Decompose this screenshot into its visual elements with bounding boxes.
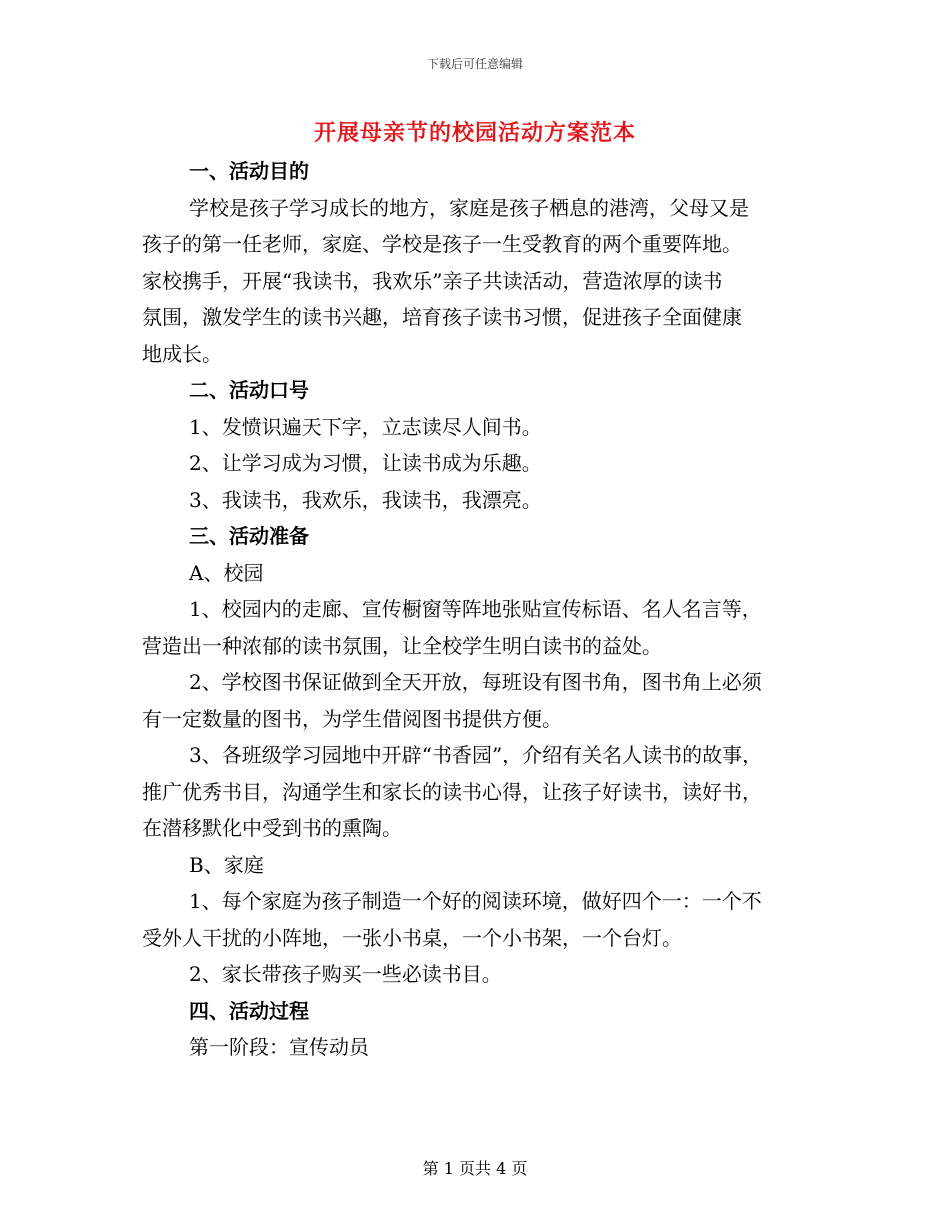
paragraph-line: 1、校园内的走廊、宣传橱窗等阵地张贴宣传标语、名人名言等， (189, 597, 762, 621)
page-footer: 第 1 页共 4 页 (422, 1159, 528, 1178)
paragraph-line: 地成长。 (142, 341, 222, 366)
paragraph-line: 2、家长带孩子购买一些必读书目。 (189, 962, 502, 986)
paragraph-line: 有一定数量的图书，为学生借阅图书提供方便。 (142, 706, 562, 731)
paragraph-line: 学校是孩子学习成长的地方，家庭是孩子栖息的港湾，父母又是 (189, 195, 749, 220)
paragraph-line: 第一阶段：宣传动员 (189, 1035, 369, 1059)
section-heading: 二、活动口号 (189, 378, 309, 402)
paragraph-line: 2、学校图书保证做到全天开放，每班设有图书角，图书角上必须 (189, 670, 762, 694)
paragraph-line: 1、每个家庭为孩子制造一个好的阅读环境，做好四个一：一个不 (189, 889, 762, 913)
document-title: 开展母亲节的校园活动方案范本 (313, 120, 636, 146)
page-header: 下载后可任意编辑 (426, 57, 523, 71)
paragraph-line: 3、我读书，我欢乐，我读书，我漂亮。 (189, 487, 542, 512)
paragraph-line: 在潜移默化中受到书的熏陶。 (142, 816, 402, 840)
paragraph-line: 推广优秀书目，沟通学生和家长的读书心得，让孩子好读书，读好书， (142, 779, 762, 804)
paragraph-line: 3、各班级学习园地中开辟“书香园”，介绍有关名人读书的故事， (189, 743, 763, 767)
paragraph-line: A、校园 (189, 560, 264, 585)
section-heading: 一、活动目的 (189, 159, 309, 183)
document-body (142, 153, 806, 1066)
paragraph-line: 孩子的第一任老师，家庭、学校是孩子一生受教育的两个重要阵地。 (142, 232, 742, 256)
paragraph-line: 受外人干扰的小阵地，一张小书桌，一个小书架，一个台灯。 (142, 925, 682, 950)
section-heading: 四、活动过程 (189, 998, 309, 1023)
paragraph-line: B、家庭 (189, 852, 264, 877)
paragraph-line: 氛围，激发学生的读书兴趣，培育孩子读书习惯，促进孩子全面健康 (142, 305, 742, 329)
paragraph-line: 2、让学习成为习惯，让读书成为乐趣。 (189, 451, 542, 475)
paragraph-line: 家校携手，开展“我读书，我欢乐”亲子共读活动，营造浓厚的读书 (142, 268, 723, 293)
section-heading: 三、活动准备 (189, 524, 309, 548)
paragraph-line: 营造出一种浓郁的读书氛围，让全校学生明白读书的益处。 (142, 633, 662, 658)
paragraph-line: 1、发愤识遍天下字，立志读尽人间书。 (189, 414, 542, 439)
